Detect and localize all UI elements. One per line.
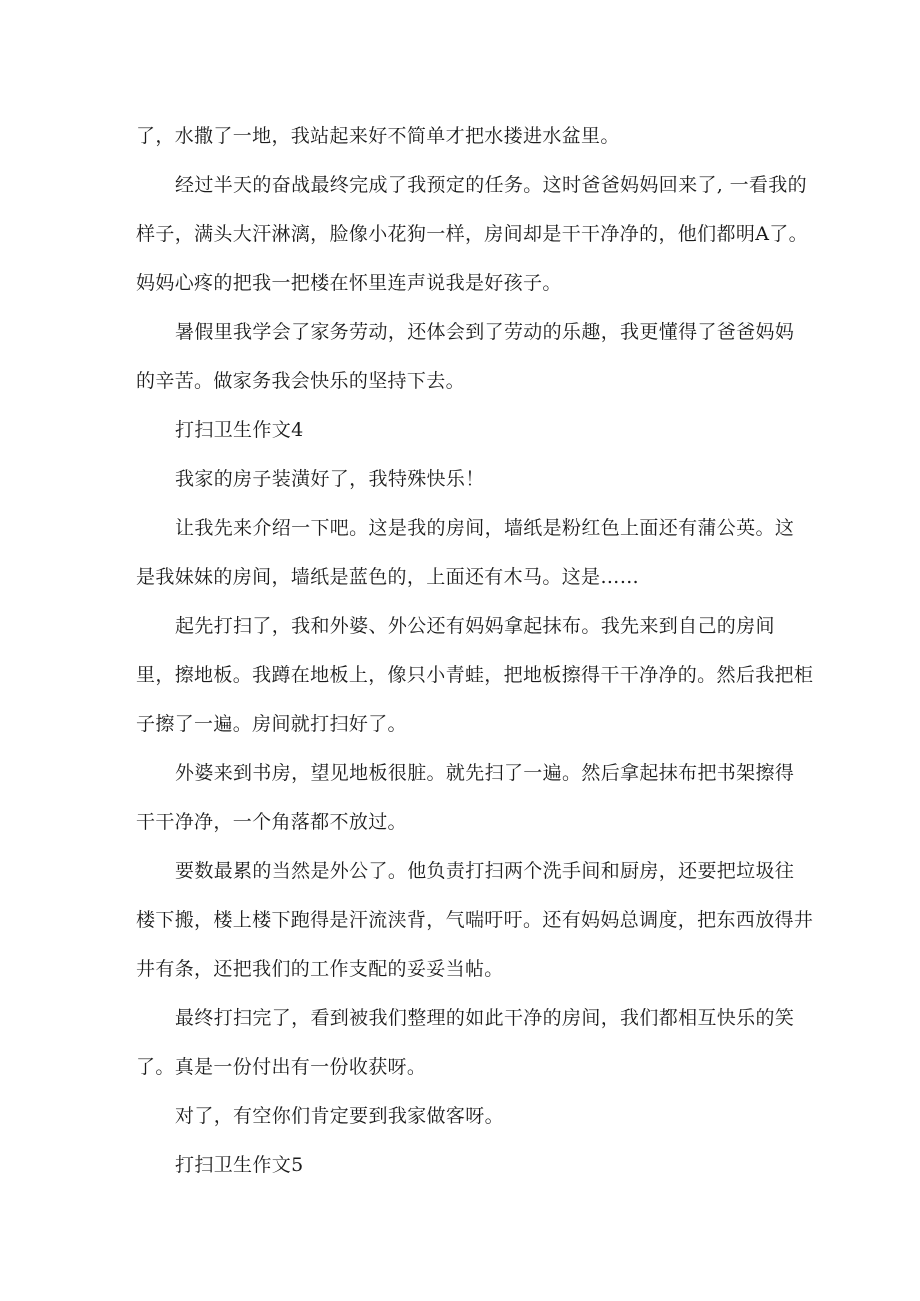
text-line: 样子，满头大汗淋漓，脸像小花狗一样，房间却是干干净净的，他们都明A了。 [136,223,808,245]
section-heading: 打扫卫生作文5 [175,1154,304,1176]
text-line: 里，擦地板。我蹲在地板上，像只小青蛙，把地板擦得干干净净的。然后我把柜 [136,664,814,686]
text-line: 我家的房子装潢好了，我特殊快乐！ [175,468,485,490]
text-line: 了，水撒了一地，我站起来好不简单才把水搂进水盆里。 [136,125,620,147]
text-line: 楼下搬，楼上楼下跑得是汗流浃背，气喘吁吁。还有妈妈总调度，把东西放得井 [136,909,814,931]
text-line: 暑假里我学会了家务劳动，还体会到了劳动的乐趣，我更懂得了爸爸妈妈 [175,321,795,343]
text-line: 要数最累的当然是外公了。他负责打扫两个洗手间和厨房，还要把垃圾往 [175,860,795,882]
text-line: 最终打扫完了，看到被我们整理的如此干净的房间，我们都相互快乐的笑 [175,1007,795,1029]
text-line: 起先打扫了，我和外婆、外公还有妈妈拿起抹布。我先来到自己的房间 [175,615,775,637]
text-line: 妈妈心疼的把我一把楼在怀里连声说我是好孩子。 [136,272,562,294]
text-line: 对了，有空你们肯定要到我家做客呀。 [175,1105,504,1127]
text-line: 了。真是一份付出有一份收获呀。 [136,1056,427,1078]
text-line: 让我先来介绍一下吧。这是我的房间，墙纸是粉红色上面还有蒲公英。这 [175,517,795,539]
text-line: 干干净净，一个角落都不放过。 [136,811,407,833]
section-heading: 打扫卫生作文4 [175,419,304,441]
text-line: 的辛苦。做家务我会快乐的坚持下去。 [136,370,465,392]
text-line: 是我妹妹的房间，墙纸是蓝色的，上面还有木马。这是…… [136,566,640,588]
text-line: 经过半天的奋战最终完成了我预定的任务。这时爸爸妈妈回来了, 一看我的 [175,174,807,196]
text-line: 外婆来到书房，望见地板很脏。就先扫了一遍。然后拿起抹布把书架擦得 [175,762,795,784]
text-line: 子擦了一遍。房间就打扫好了。 [136,713,407,735]
text-line: 井有条，还把我们的工作支配的妥妥当帖。 [136,958,504,980]
